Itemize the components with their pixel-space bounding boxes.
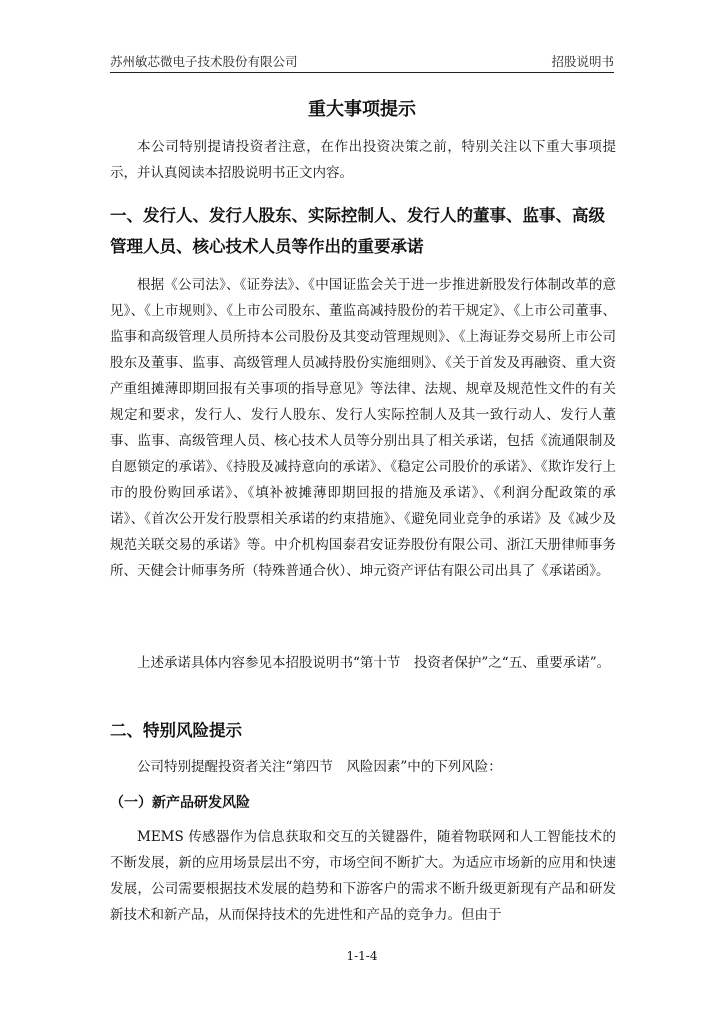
page-title: 重大事项提示 <box>308 99 416 120</box>
page-header <box>110 48 614 73</box>
subsection1-heading: （一）新产品研发风险 <box>110 795 250 811</box>
page-number: 1-1-4 <box>346 949 378 963</box>
header-company: 苏州敏芯微电子技术股份有限公司 <box>110 54 298 69</box>
section1-paragraph2: 上述承诺具体内容参见本招股说明书“第十节 投资者保护”之“五、重要承诺”。 <box>137 655 611 671</box>
header-doc-type: 招股说明书 <box>551 54 614 69</box>
section1-paragraph1: 根据《公司法》、《证券法》、《中国证监会关于进一步推进新股发行体制改革的意见》、《上市规则》、《上市公司股东、董监高减持股份的若干规定》、《上市公司董事、监事和高级管理人员所持本公司股份及其变动管理规则》、《上海证券交易所上市公司股东及董事、监事、高级管理人员减持股份实施细则》、《关于首发及再融资、重大资产重组摊薄即期回报有关事项的指导意见》等法律、法规、规章及规范性文件的有关规定和要求，发行人、发行人股东、发行人实际控制人及其一致行动人、发行人董事、监事、高级管理人员、核心技术人员等分别出具了相关承诺，包括《流通限制及自愿锁定的承诺》、《持股及减持意向的承诺》、《稳定公司股价的承诺》、《欺诈发行上市的股份购回承诺》、《填补被摊薄即期回报的措施及承诺》、《利润分配政策的承诺》、《首次公开发行股票相关承诺的约束措施》、《避免同业竞争的承诺》及《减少及规范关联交易的承诺》等。中介机构国泰君安证券股份有限公司、浙江天册律师事务所、天健会计师事务所（特殊普通合伙）、坤元资产评估有限公司出具了《承诺函》。 <box>110 277 616 579</box>
section1-heading: 一、发行人、发行人股东、实际控制人、发行人的董事、监事、高级管理人员、核心技术人员等作出的重要承诺 <box>110 206 605 256</box>
subsection1-paragraph: MEMS 传感器作为信息获取和交互的关键器件，随着物联网和人工智能技术的不断发展，新的应用场景层出不穷，市场空间不断扩大。为适应市场新的应用和快速发展，公司需要根据技术发展的趋势和下游客户的需求不断升级更新现有产品和研发新技术和新产品，从而保持技术的先进性和产品的竞争力。但由于 <box>110 829 616 923</box>
intro-paragraph: 本公司特别提请投资者注意，在作出投资决策之前，特别关注以下重大事项提示，并认真阅读本招股说明书正文内容。 <box>110 139 616 181</box>
section2-paragraph1: 公司特别提醒投资者关注“第四节 风险因素”中的下列风险： <box>137 759 502 775</box>
section2-heading: 二、特别风险提示 <box>110 721 242 740</box>
